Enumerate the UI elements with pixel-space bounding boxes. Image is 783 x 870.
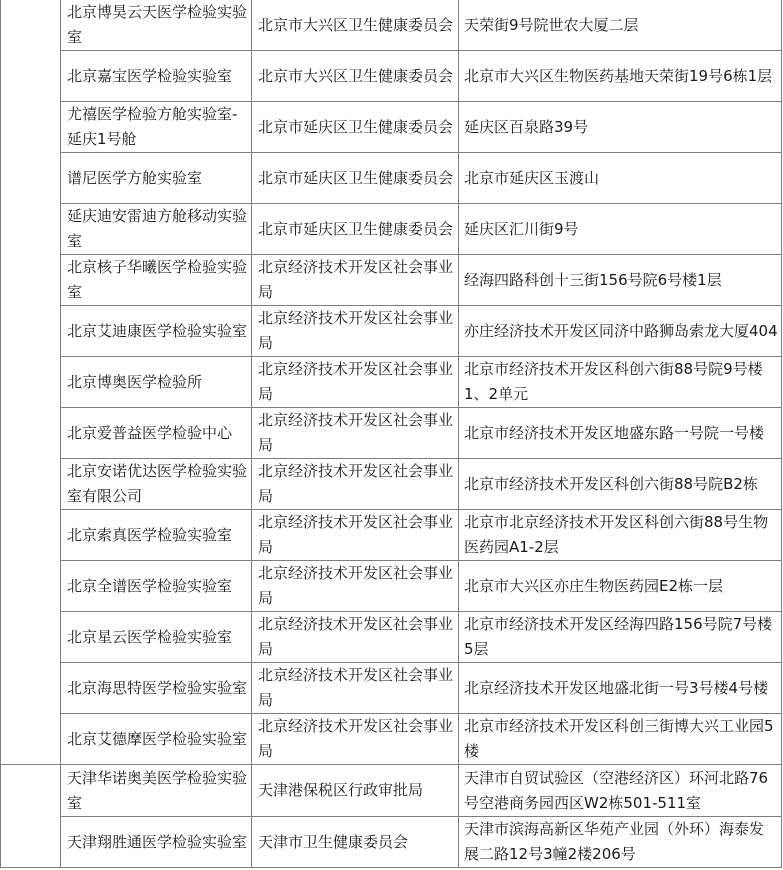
address-cell: 北京市经济技术开发区科创三街博大兴工业园5楼 xyxy=(459,714,782,765)
address-cell: 延庆区百泉路39号 xyxy=(459,102,782,153)
address-cell: 北京市经济技术开发区科创六街88号院9号楼1、2单元 xyxy=(459,357,782,408)
lab-name-cell: 北京艾迪康医学检验实验室 xyxy=(61,306,252,357)
authority-cell: 北京经济技术开发区社会事业局 xyxy=(252,612,459,663)
lab-name-cell: 北京爱普益医学检验中心 xyxy=(61,408,252,459)
table-row xyxy=(1,561,782,612)
table-row xyxy=(1,510,782,561)
table-row xyxy=(1,204,782,255)
table-row xyxy=(1,408,782,459)
address-cell: 经海四路科创十三街156号院6号楼1层 xyxy=(459,255,782,306)
lab-list-body xyxy=(1,0,782,868)
address-cell: 北京市经济技术开发区科创六街88号院B2栋 xyxy=(459,459,782,510)
address-cell: 北京市延庆区玉渡山 xyxy=(459,153,782,204)
lab-name-cell: 谱尼医学方舱实验室 xyxy=(61,153,252,204)
lab-name-cell: 北京艾德摩医学检验实验室 xyxy=(61,714,252,765)
lab-name-cell: 延庆迪安雷迪方舱移动实验室 xyxy=(61,204,252,255)
lab-name-cell: 北京核子华曦医学检验实验室 xyxy=(61,255,252,306)
address-cell: 天津市自贸试验区（空港经济区）环河北路76号空港商务园西区W2栋501-511室 xyxy=(459,765,782,817)
table-row xyxy=(1,255,782,306)
table-row xyxy=(1,817,782,868)
authority-cell: 北京经济技术开发区社会事业局 xyxy=(252,408,459,459)
authority-cell: 北京经济技术开发区社会事业局 xyxy=(252,459,459,510)
lab-name-cell: 北京海思特医学检验实验室 xyxy=(61,663,252,714)
lab-name-cell: 北京博奥医学检验所 xyxy=(61,357,252,408)
address-cell: 天荣街9号院世农大厦二层 xyxy=(459,0,782,51)
lab-name-cell: 天津翔胜通医学检验实验室 xyxy=(61,817,252,868)
authority-cell: 北京市延庆区卫生健康委员会 xyxy=(252,204,459,255)
lab-name-cell: 天津华诺奥美医学检验实验室 xyxy=(61,765,252,817)
table-row xyxy=(1,102,782,153)
authority-cell: 北京经济技术开发区社会事业局 xyxy=(252,561,459,612)
lab-name-cell: 尤禧医学检验方舱实验室-延庆1号舱 xyxy=(61,102,252,153)
lab-name-cell: 北京星云医学检验实验室 xyxy=(61,612,252,663)
table-row xyxy=(1,306,782,357)
authority-cell: 北京市延庆区卫生健康委员会 xyxy=(252,153,459,204)
lab-name-cell: 北京索真医学检验实验室 xyxy=(61,510,252,561)
address-cell: 北京市大兴区生物医药基地天荣街19号6栋1层 xyxy=(459,51,782,102)
table-row xyxy=(1,459,782,510)
authority-cell: 北京经济技术开发区社会事业局 xyxy=(252,357,459,408)
authority-cell: 北京经济技术开发区社会事业局 xyxy=(252,510,459,561)
table-row xyxy=(1,612,782,663)
address-cell: 北京经济技术开发区地盛北街一号3号楼4号楼 xyxy=(459,663,782,714)
table-row xyxy=(1,51,782,102)
authority-cell: 天津港保税区行政审批局 xyxy=(252,765,459,817)
table-row xyxy=(1,357,782,408)
table-row xyxy=(1,714,782,765)
address-cell: 北京市经济技术开发区经海四路156号院7号楼5层 xyxy=(459,612,782,663)
authority-cell: 北京经济技术开发区社会事业局 xyxy=(252,714,459,765)
lab-name-cell: 北京博昊云天医学检验实验室 xyxy=(61,0,252,51)
lab-name-cell: 北京全谱医学检验实验室 xyxy=(61,561,252,612)
region-cell xyxy=(1,0,61,765)
address-cell: 北京市经济技术开发区地盛东路一号院一号楼 xyxy=(459,408,782,459)
address-cell: 北京市大兴区亦庄生物医药园E2栋一层 xyxy=(459,561,782,612)
address-cell: 延庆区汇川街9号 xyxy=(459,204,782,255)
address-cell: 天津市滨海高新区华苑产业园（外环）海泰发展二路12号3幢2楼206号 xyxy=(459,817,782,868)
authority-cell: 北京经济技术开发区社会事业局 xyxy=(252,306,459,357)
lab-name-cell: 北京嘉宝医学检验实验室 xyxy=(61,51,252,102)
authority-cell: 北京市延庆区卫生健康委员会 xyxy=(252,102,459,153)
table-row xyxy=(1,663,782,714)
authority-cell: 北京市大兴区卫生健康委员会 xyxy=(252,51,459,102)
region-cell xyxy=(1,765,61,868)
address-cell: 亦庄经济技术开发区同济中路狮岛索龙大厦404 xyxy=(459,306,782,357)
table-row xyxy=(1,765,782,817)
authority-cell: 北京经济技术开发区社会事业局 xyxy=(252,663,459,714)
address-cell: 北京市北京经济技术开发区科创六街88号生物医药园A1-2层 xyxy=(459,510,782,561)
authority-cell: 天津市卫生健康委员会 xyxy=(252,817,459,868)
authority-cell: 北京经济技术开发区社会事业局 xyxy=(252,255,459,306)
table-row xyxy=(1,153,782,204)
lab-name-cell: 北京安诺优达医学检验实验室有限公司 xyxy=(61,459,252,510)
authority-cell: 北京市大兴区卫生健康委员会 xyxy=(252,0,459,51)
table-row xyxy=(1,0,782,51)
